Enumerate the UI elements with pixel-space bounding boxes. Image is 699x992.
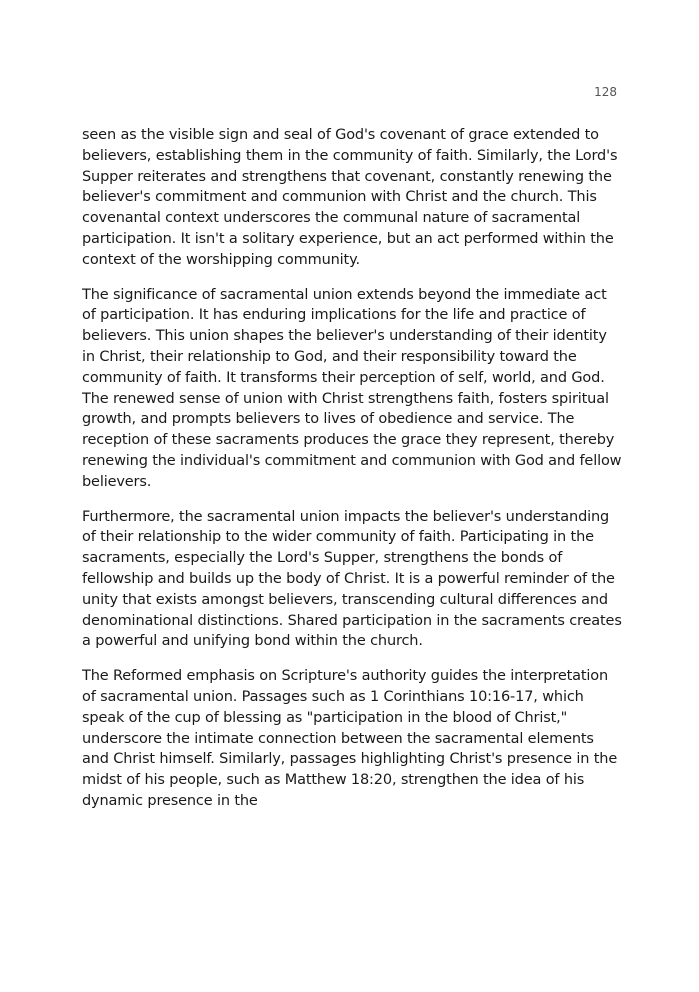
- paragraph-covenant: seen as the visible sign and seal of God's covenant of grace extended to believers, establishing them in the community of faith. Similarly, the Lord's Supper reiterates and strengthens that covenant, constantly renewing the believer's commitment and communion with Christ and the church. This covenantal context underscores the communal nature of sacramental participation. It isn't a solitary experience, but an act performed within the context of the worshipping community.: [82, 127, 618, 268]
- paragraph-community: Furthermore, the sacramental union impacts the believer's understanding of their relationship to the wider community of faith. Participating in the sacraments, especially the Lord's Supper, strengthens the bonds of fellowship and builds up the body of Christ. It is a powerful reminder of the unity that exists amongst believers, transcending cultural differences and denominational distinctions. Shared participation in the sacraments creates a powerful and unifying bond within the church.: [82, 508, 622, 650]
- paragraph-significance: The significance of sacramental union extends beyond the immediate act of participation. It has enduring implications for the life and practice of believers. This union shapes the believer's understanding of their identity in Christ, their relationship to God, and their responsibility toward the community of faith. It transforms their perception of self, world, and God. The renewed sense of union with Christ strengthens faith, fosters spiritual growth, and prompts believers to lives of obedience and service. The reception of these sacraments produces the grace they represent, thereby renewing the individual's commitment and communion with God and fellow believers.: [82, 286, 622, 490]
- page-body: [82, 125, 622, 826]
- paragraph-scripture: The Reformed emphasis on Scripture's authority guides the interpretation of sacramental union. Passages such as 1 Corinthians 10:16-17, which speak of the cup of blessing as "participation in the blood of Christ," underscore the intimate connection between the sacramental elements and Christ himself. Similarly, passages highlighting Christ's presence in the midst of his people, such as Matthew 18:20, strengthen the idea of his dynamic presence in the: [82, 668, 618, 809]
- page-number: 128: [594, 85, 617, 99]
